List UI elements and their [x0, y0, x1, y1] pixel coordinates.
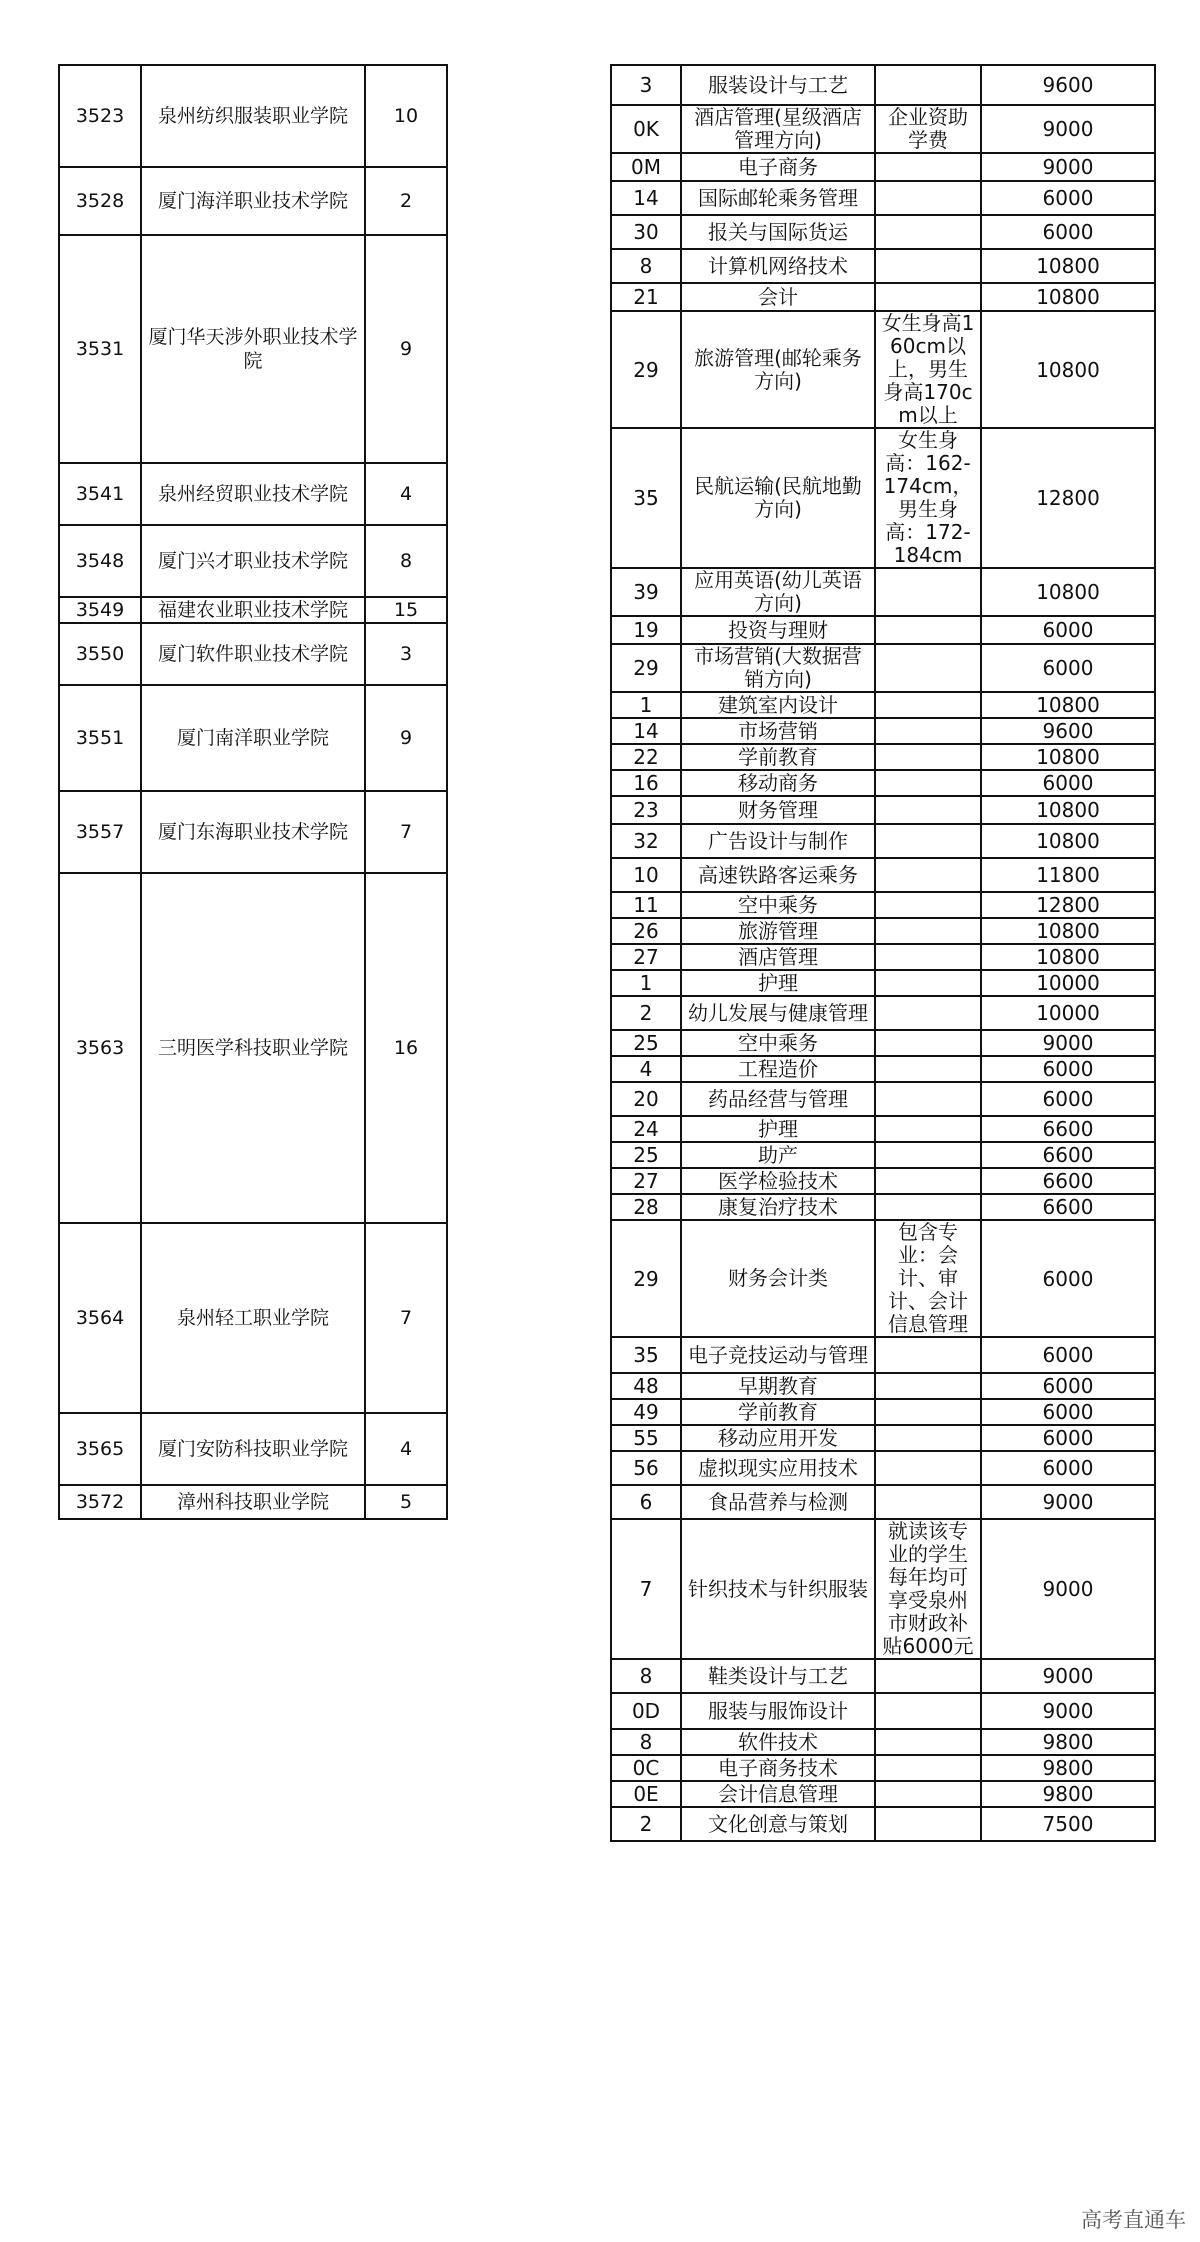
major-row [611, 770, 1155, 796]
note-cell [875, 1030, 981, 1056]
major-name-cell: 财务会计类 [681, 1220, 875, 1337]
major-row [611, 1485, 1155, 1519]
major-name-cell: 财务管理 [681, 796, 875, 824]
plan-count-cell: 5 [365, 1485, 447, 1519]
school-code-cell: 3550 [59, 623, 141, 685]
note-cell [875, 1781, 981, 1807]
school-code-cell: 3564 [59, 1223, 141, 1413]
major-row [611, 1142, 1155, 1168]
fee-cell: 6000 [981, 1220, 1155, 1337]
major-code-cell: 0M [611, 153, 681, 181]
school-name-cell: 福建农业职业技术学院 [141, 597, 365, 623]
major-row [611, 215, 1155, 249]
major-name-cell: 软件技术 [681, 1729, 875, 1755]
note-cell [875, 1142, 981, 1168]
fee-cell: 6000 [981, 616, 1155, 644]
plan-count-cell: 7 [365, 791, 447, 873]
fee-cell: 6000 [981, 1451, 1155, 1485]
major-code-cell: 29 [611, 644, 681, 692]
major-name-cell: 虚拟现实应用技术 [681, 1451, 875, 1485]
note-cell [875, 1485, 981, 1519]
plan-count-cell: 3 [365, 623, 447, 685]
school-name-cell: 厦门兴才职业技术学院 [141, 525, 365, 597]
watermark-text: 高考直通车 [1081, 2208, 1186, 2232]
school-row [59, 597, 611, 623]
major-name-cell: 报关与国际货运 [681, 215, 875, 249]
school-name-cell: 厦门安防科技职业学院 [141, 1413, 365, 1485]
school-code-cell: 3563 [59, 873, 141, 1223]
major-row [611, 944, 1155, 970]
major-name-cell: 市场营销 [681, 718, 875, 744]
major-row [611, 1693, 1155, 1729]
major-code-cell: 55 [611, 1425, 681, 1451]
major-name-cell: 酒店管理 [681, 944, 875, 970]
fee-cell: 6000 [981, 1056, 1155, 1082]
school-name-cell: 三明医学科技职业学院 [141, 873, 365, 1223]
plan-count-cell: 15 [365, 597, 447, 623]
school-code-cell: 3551 [59, 685, 141, 791]
note-cell [875, 996, 981, 1030]
school-name-cell: 厦门东海职业技术学院 [141, 791, 365, 873]
note-cell [875, 65, 981, 105]
major-code-cell: 10 [611, 858, 681, 892]
school-code-cell: 3549 [59, 597, 141, 623]
major-code-cell: 23 [611, 796, 681, 824]
major-code-cell: 14 [611, 718, 681, 744]
major-row [611, 1807, 1155, 1841]
major-name-cell: 会计信息管理 [681, 1781, 875, 1807]
major-code-cell: 0E [611, 1781, 681, 1807]
major-name-cell: 空中乘务 [681, 892, 875, 918]
major-name-cell: 投资与理财 [681, 616, 875, 644]
major-name-cell: 建筑室内设计 [681, 692, 875, 718]
major-name-cell: 学前教育 [681, 744, 875, 770]
major-code-cell: 48 [611, 1373, 681, 1399]
major-name-cell: 电子商务 [681, 153, 875, 181]
major-row [611, 1082, 1155, 1116]
major-row [611, 428, 1155, 568]
note-cell [875, 1807, 981, 1841]
school-name-cell: 泉州轻工职业学院 [141, 1223, 365, 1413]
major-name-cell: 服装设计与工艺 [681, 65, 875, 105]
fee-cell: 6000 [981, 1337, 1155, 1373]
major-name-cell: 护理 [681, 1116, 875, 1142]
major-name-cell: 早期教育 [681, 1373, 875, 1399]
fee-cell: 11800 [981, 858, 1155, 892]
fee-cell: 9000 [981, 1485, 1155, 1519]
major-row [611, 1373, 1155, 1399]
major-row [611, 970, 1155, 996]
major-row [611, 796, 1155, 824]
major-row [611, 892, 1155, 918]
fee-cell: 6000 [981, 644, 1155, 692]
major-code-cell: 20 [611, 1082, 681, 1116]
school-name-cell: 漳州科技职业学院 [141, 1485, 365, 1519]
note-cell [875, 644, 981, 692]
major-row [611, 1030, 1155, 1056]
spacer-cell [447, 623, 611, 685]
major-table [610, 64, 1156, 1842]
major-name-cell: 工程造价 [681, 1056, 875, 1082]
fee-cell: 7500 [981, 1807, 1155, 1841]
school-code-cell: 3565 [59, 1413, 141, 1485]
note-cell: 女生身高：162-174cm，男生身高：172-184cm [875, 428, 981, 568]
note-cell [875, 1729, 981, 1755]
major-row [611, 1425, 1155, 1451]
major-name-cell: 旅游管理 [681, 918, 875, 944]
major-name-cell: 国际邮轮乘务管理 [681, 181, 875, 215]
spacer-cell [447, 235, 611, 463]
note-cell [875, 718, 981, 744]
plan-count-cell: 4 [365, 1413, 447, 1485]
note-cell: 包含专业：会计、审计、会计信息管理 [875, 1220, 981, 1337]
major-code-cell: 27 [611, 1168, 681, 1194]
fee-cell: 9800 [981, 1755, 1155, 1781]
spacer-cell [447, 685, 611, 791]
major-row [611, 1755, 1155, 1781]
major-name-cell: 文化创意与策划 [681, 1807, 875, 1841]
fee-cell: 6600 [981, 1142, 1155, 1168]
fee-cell: 9800 [981, 1781, 1155, 1807]
note-cell [875, 692, 981, 718]
major-row [611, 1220, 1155, 1337]
plan-count-cell: 16 [365, 873, 447, 1223]
fee-cell: 12800 [981, 892, 1155, 918]
major-row [611, 153, 1155, 181]
major-code-cell: 0C [611, 1755, 681, 1781]
fee-cell: 9600 [981, 718, 1155, 744]
major-code-cell: 19 [611, 616, 681, 644]
major-code-cell: 25 [611, 1030, 681, 1056]
note-cell [875, 1337, 981, 1373]
major-code-cell: 7 [611, 1519, 681, 1659]
major-code-cell: 14 [611, 181, 681, 215]
major-row [611, 249, 1155, 283]
spacer-cell [447, 1223, 611, 1413]
school-name-cell: 厦门华天涉外职业技术学院 [141, 235, 365, 463]
fee-cell: 9000 [981, 105, 1155, 153]
spacer-cell [447, 597, 611, 623]
major-code-cell: 8 [611, 1659, 681, 1693]
school-code-cell: 3541 [59, 463, 141, 525]
major-code-cell: 28 [611, 1194, 681, 1220]
school-row [59, 167, 611, 235]
major-name-cell: 民航运输(民航地勤方向) [681, 428, 875, 568]
school-code-cell: 3572 [59, 1485, 141, 1519]
major-row [611, 918, 1155, 944]
school-row [59, 525, 611, 597]
major-code-cell: 29 [611, 311, 681, 428]
major-code-cell: 21 [611, 283, 681, 311]
note-cell [875, 970, 981, 996]
fee-cell: 6000 [981, 1425, 1155, 1451]
note-cell: 就读该专业的学生每年均可享受泉州市财政补贴6000元 [875, 1519, 981, 1659]
note-cell: 企业资助学费 [875, 105, 981, 153]
major-row [611, 616, 1155, 644]
spacer-cell [447, 463, 611, 525]
major-name-cell: 学前教育 [681, 1399, 875, 1425]
school-row [59, 65, 611, 167]
fee-cell: 10800 [981, 918, 1155, 944]
note-cell [875, 1755, 981, 1781]
school-row [59, 791, 611, 873]
note-cell [875, 918, 981, 944]
plan-count-cell: 10 [365, 65, 447, 167]
major-code-cell: 35 [611, 428, 681, 568]
major-row [611, 1729, 1155, 1755]
note-cell [875, 1399, 981, 1425]
major-code-cell: 27 [611, 944, 681, 970]
school-code-cell: 3523 [59, 65, 141, 167]
major-row [611, 1399, 1155, 1425]
note-cell [875, 770, 981, 796]
major-code-cell: 30 [611, 215, 681, 249]
school-table [58, 64, 612, 1520]
major-row [611, 744, 1155, 770]
fee-cell: 6000 [981, 181, 1155, 215]
note-cell [875, 616, 981, 644]
major-code-cell: 3 [611, 65, 681, 105]
major-name-cell: 药品经营与管理 [681, 1082, 875, 1116]
plan-count-cell: 9 [365, 235, 447, 463]
major-code-cell: 2 [611, 1807, 681, 1841]
major-row [611, 1519, 1155, 1659]
major-code-cell: 0K [611, 105, 681, 153]
fee-cell: 10800 [981, 796, 1155, 824]
major-row [611, 644, 1155, 692]
fee-cell: 12800 [981, 428, 1155, 568]
school-row [59, 463, 611, 525]
spacer-cell [447, 525, 611, 597]
school-code-cell: 3557 [59, 791, 141, 873]
major-code-cell: 25 [611, 1142, 681, 1168]
note-cell [875, 1116, 981, 1142]
note-cell [875, 1168, 981, 1194]
fee-cell: 9000 [981, 153, 1155, 181]
plan-count-cell: 4 [365, 463, 447, 525]
spacer-cell [447, 65, 611, 167]
major-code-cell: 24 [611, 1116, 681, 1142]
note-cell [875, 796, 981, 824]
note-cell [875, 215, 981, 249]
major-row [611, 283, 1155, 311]
fee-cell: 6000 [981, 1082, 1155, 1116]
fee-cell: 9000 [981, 1030, 1155, 1056]
major-row [611, 181, 1155, 215]
fee-cell: 6000 [981, 770, 1155, 796]
major-name-cell: 助产 [681, 1142, 875, 1168]
major-name-cell: 市场营销(大数据营销方向) [681, 644, 875, 692]
major-code-cell: 4 [611, 1056, 681, 1082]
note-cell [875, 1659, 981, 1693]
spacer-cell [447, 791, 611, 873]
major-name-cell: 鞋类设计与工艺 [681, 1659, 875, 1693]
major-code-cell: 32 [611, 824, 681, 858]
school-name-cell: 厦门软件职业技术学院 [141, 623, 365, 685]
school-name-cell: 厦门南洋职业学院 [141, 685, 365, 791]
note-cell [875, 944, 981, 970]
major-code-cell: 2 [611, 996, 681, 1030]
major-code-cell: 1 [611, 692, 681, 718]
plan-count-cell: 7 [365, 1223, 447, 1413]
school-row [59, 1485, 611, 1519]
major-name-cell: 康复治疗技术 [681, 1194, 875, 1220]
major-name-cell: 应用英语(幼儿英语方向) [681, 568, 875, 616]
fee-cell: 10800 [981, 283, 1155, 311]
major-row [611, 568, 1155, 616]
major-row [611, 824, 1155, 858]
major-name-cell: 计算机网络技术 [681, 249, 875, 283]
fee-cell: 9000 [981, 1519, 1155, 1659]
fee-cell: 6600 [981, 1194, 1155, 1220]
fee-cell: 10000 [981, 970, 1155, 996]
major-name-cell: 广告设计与制作 [681, 824, 875, 858]
fee-cell: 10800 [981, 568, 1155, 616]
note-cell [875, 1056, 981, 1082]
major-code-cell: 0D [611, 1693, 681, 1729]
school-row [59, 1223, 611, 1413]
fee-cell: 10800 [981, 249, 1155, 283]
major-code-cell: 26 [611, 918, 681, 944]
major-code-cell: 1 [611, 970, 681, 996]
major-name-cell: 空中乘务 [681, 1030, 875, 1056]
major-row [611, 1781, 1155, 1807]
fee-cell: 10000 [981, 996, 1155, 1030]
major-name-cell: 高速铁路客运乘务 [681, 858, 875, 892]
major-code-cell: 22 [611, 744, 681, 770]
spacer-cell [447, 1413, 611, 1485]
note-cell [875, 249, 981, 283]
major-code-cell: 29 [611, 1220, 681, 1337]
school-row [59, 235, 611, 463]
fee-cell: 6000 [981, 215, 1155, 249]
major-code-cell: 39 [611, 568, 681, 616]
plan-count-cell: 2 [365, 167, 447, 235]
major-code-cell: 49 [611, 1399, 681, 1425]
major-row [611, 1659, 1155, 1693]
spacer-cell [447, 1485, 611, 1519]
major-name-cell: 服装与服饰设计 [681, 1693, 875, 1729]
major-row [611, 996, 1155, 1030]
major-row [611, 718, 1155, 744]
note-cell [875, 1373, 981, 1399]
major-code-cell: 11 [611, 892, 681, 918]
major-row [611, 1056, 1155, 1082]
major-row [611, 692, 1155, 718]
note-cell [875, 568, 981, 616]
school-row [59, 685, 611, 791]
major-code-cell: 8 [611, 1729, 681, 1755]
school-code-cell: 3528 [59, 167, 141, 235]
plan-count-cell: 8 [365, 525, 447, 597]
note-cell [875, 858, 981, 892]
fee-cell: 9000 [981, 1693, 1155, 1729]
note-cell [875, 1425, 981, 1451]
fee-cell: 6600 [981, 1116, 1155, 1142]
major-name-cell: 医学检验技术 [681, 1168, 875, 1194]
fee-cell: 6000 [981, 1399, 1155, 1425]
plan-count-cell: 9 [365, 685, 447, 791]
major-row [611, 858, 1155, 892]
note-cell [875, 1451, 981, 1485]
school-code-cell: 3548 [59, 525, 141, 597]
note-cell [875, 824, 981, 858]
note-cell [875, 153, 981, 181]
note-cell [875, 181, 981, 215]
note-cell [875, 1693, 981, 1729]
spacer-cell [447, 873, 611, 1223]
major-code-cell: 16 [611, 770, 681, 796]
note-cell [875, 1194, 981, 1220]
spacer-cell [447, 167, 611, 235]
major-row [611, 105, 1155, 153]
note-cell [875, 744, 981, 770]
note-cell: 女生身高160cm以上，男生身高170cm以上 [875, 311, 981, 428]
school-name-cell: 泉州经贸职业技术学院 [141, 463, 365, 525]
note-cell [875, 892, 981, 918]
major-code-cell: 56 [611, 1451, 681, 1485]
school-name-cell: 泉州纺织服装职业学院 [141, 65, 365, 167]
major-row [611, 1168, 1155, 1194]
major-name-cell: 食品营养与检测 [681, 1485, 875, 1519]
major-name-cell: 电子竞技运动与管理 [681, 1337, 875, 1373]
major-name-cell: 酒店管理(星级酒店管理方向) [681, 105, 875, 153]
school-row [59, 873, 611, 1223]
fee-cell: 9800 [981, 1729, 1155, 1755]
school-row [59, 1413, 611, 1485]
major-row [611, 1451, 1155, 1485]
fee-cell: 9000 [981, 1659, 1155, 1693]
fee-cell: 6000 [981, 1373, 1155, 1399]
major-row [611, 1116, 1155, 1142]
note-cell [875, 283, 981, 311]
major-name-cell: 电子商务技术 [681, 1755, 875, 1781]
fee-cell: 10800 [981, 944, 1155, 970]
major-name-cell: 幼儿发展与健康管理 [681, 996, 875, 1030]
fee-cell: 10800 [981, 744, 1155, 770]
major-name-cell: 移动应用开发 [681, 1425, 875, 1451]
fee-cell: 10800 [981, 692, 1155, 718]
fee-cell: 9600 [981, 65, 1155, 105]
major-row [611, 1194, 1155, 1220]
major-row [611, 1337, 1155, 1373]
major-name-cell: 针织技术与针织服装 [681, 1519, 875, 1659]
major-code-cell: 35 [611, 1337, 681, 1373]
fee-cell: 10800 [981, 311, 1155, 428]
major-name-cell: 会计 [681, 283, 875, 311]
school-name-cell: 厦门海洋职业技术学院 [141, 167, 365, 235]
major-code-cell: 6 [611, 1485, 681, 1519]
major-name-cell: 旅游管理(邮轮乘务方向) [681, 311, 875, 428]
major-code-cell: 8 [611, 249, 681, 283]
major-row [611, 311, 1155, 428]
major-row [611, 65, 1155, 105]
major-name-cell: 护理 [681, 970, 875, 996]
major-name-cell: 移动商务 [681, 770, 875, 796]
fee-cell: 6600 [981, 1168, 1155, 1194]
school-code-cell: 3531 [59, 235, 141, 463]
school-row [59, 623, 611, 685]
fee-cell: 10800 [981, 824, 1155, 858]
note-cell [875, 1082, 981, 1116]
